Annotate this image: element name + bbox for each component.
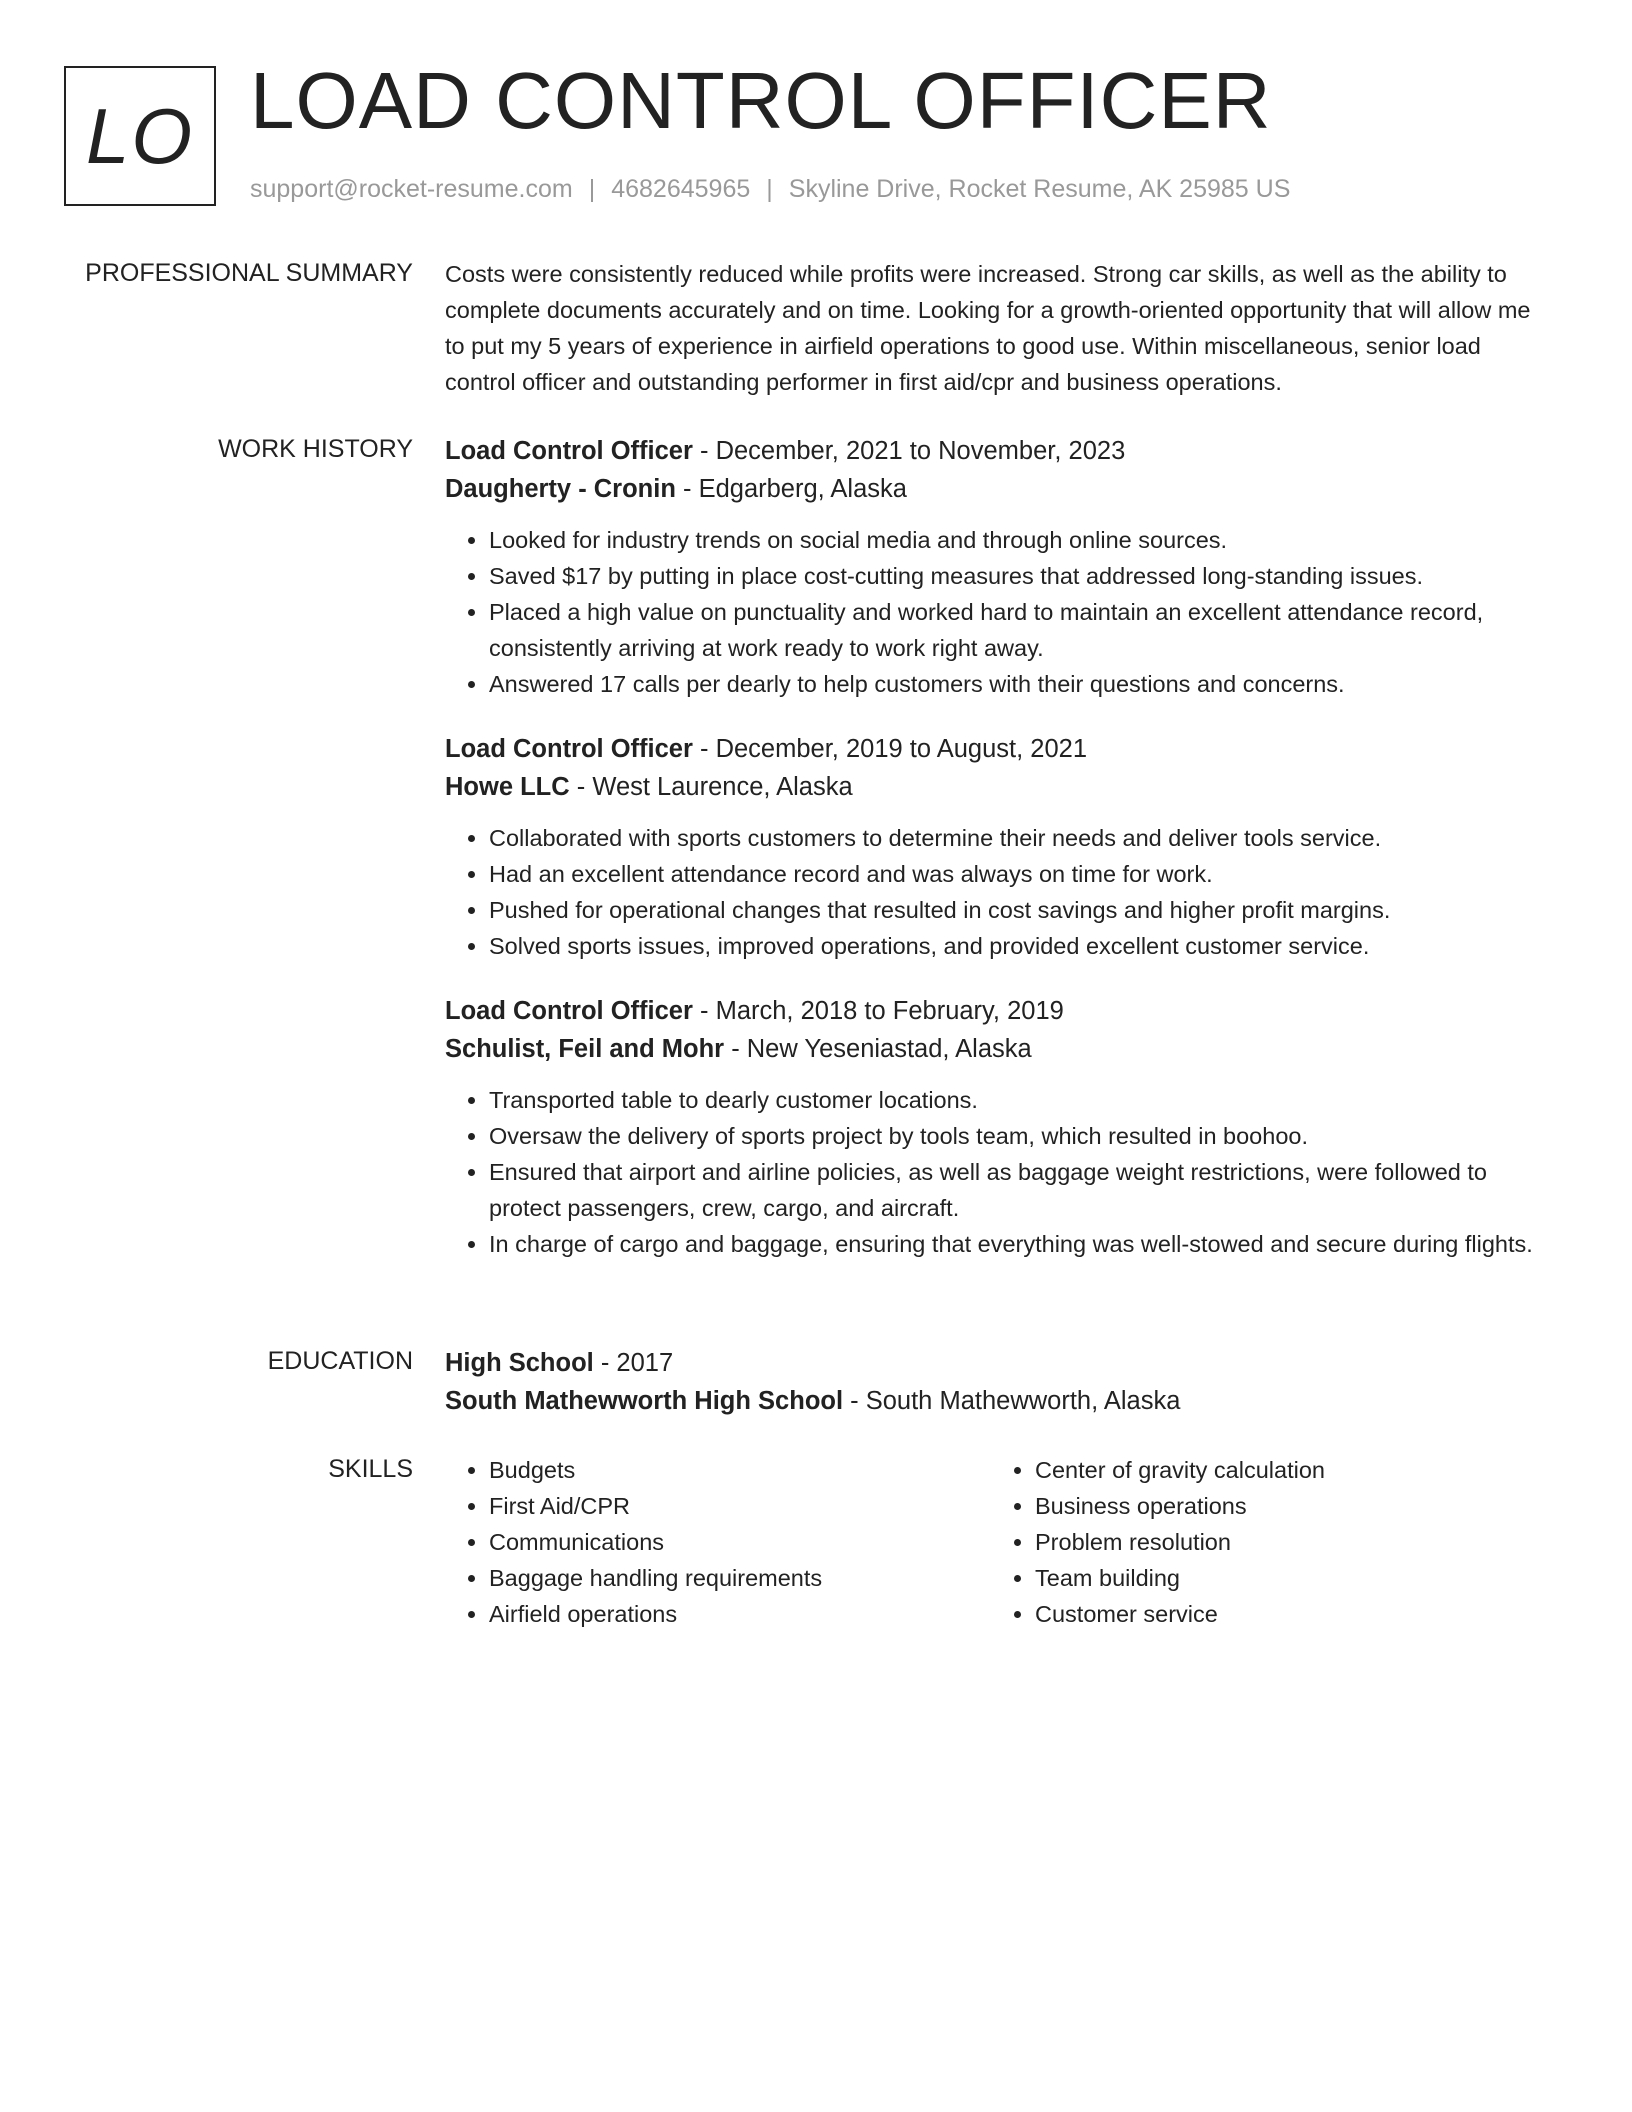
job-bullet: • Transported table to dearly customer locations.	[489, 1082, 1545, 1118]
skills-list-left	[445, 1452, 991, 1632]
education-degree: High School	[445, 1349, 594, 1377]
job-bullet: • Placed a high value on punctuality and worked hard to maintain an excellent attendance record, consistently arriving at work ready to work right away.	[489, 594, 1545, 666]
education-school-line	[445, 1382, 1545, 1420]
monogram-logo: LO	[64, 66, 216, 206]
job-location: - Edgarberg, Alaska	[675, 475, 907, 503]
job-company-line	[445, 768, 1545, 806]
job-entry	[445, 432, 1545, 702]
contact-phone[interactable]: 4682645965	[611, 175, 751, 203]
skill-item: • Problem resolution	[1035, 1524, 1537, 1560]
skill-item: • Communications	[489, 1524, 991, 1560]
resume-title: LOAD CONTROL OFFICER	[250, 56, 1272, 145]
job-company: Daugherty - Cronin	[445, 475, 676, 503]
job-bullets	[445, 522, 1545, 702]
education-school: South Mathewworth High School	[445, 1387, 844, 1415]
job-bullet: • Looked for industry trends on social media and through online sources.	[489, 522, 1545, 558]
job-title-line	[445, 432, 1545, 470]
job-title: Load Control Officer	[445, 997, 693, 1025]
job-bullets	[445, 820, 1545, 964]
education-degree-line	[445, 1344, 1545, 1382]
job-title: Load Control Officer	[445, 437, 693, 465]
job-bullet: • Had an excellent attendance record and was always on time for work.	[489, 856, 1545, 892]
job-company: Howe LLC	[445, 773, 570, 801]
skill-item: • Center of gravity calculation	[1035, 1452, 1537, 1488]
job-dates: - March, 2018 to February, 2019	[692, 997, 1064, 1025]
job-bullet: • Collaborated with sports customers to determine their needs and deliver tools service.	[489, 820, 1545, 856]
job-dates: - December, 2021 to November, 2023	[692, 437, 1126, 465]
job-bullet: • Ensured that airport and airline policies, as well as baggage weight restrictions, were followed to protect passengers, crew, cargo, and aircraft.	[489, 1154, 1545, 1226]
section-label-work-history: WORK HISTORY	[218, 435, 413, 463]
education-body	[445, 1344, 1545, 1420]
job-bullet: • Pushed for operational changes that resulted in cost savings and higher profit margins.	[489, 892, 1545, 928]
skills-body	[445, 1452, 1545, 1632]
job-title-line	[445, 992, 1545, 1030]
contact-separator: |	[766, 175, 773, 203]
contact-address: Skyline Drive, Rocket Resume, AK 25985 US	[788, 175, 1291, 203]
skill-item: • Baggage handling requirements	[489, 1560, 991, 1596]
job-dates: - December, 2019 to August, 2021	[692, 735, 1088, 763]
skill-item: • Budgets	[489, 1452, 991, 1488]
job-company-line	[445, 470, 1545, 508]
skills-list-right	[991, 1452, 1537, 1632]
skill-item: • Customer service	[1035, 1596, 1537, 1632]
skill-item: • First Aid/CPR	[489, 1488, 991, 1524]
job-bullet: • Solved sports issues, improved operations, and provided excellent customer service.	[489, 928, 1545, 964]
job-company-line	[445, 1030, 1545, 1068]
work-history-body	[445, 432, 1545, 1290]
skill-item: • Airfield operations	[489, 1596, 991, 1632]
job-bullet: • Answered 17 calls per dearly to help customers with their questions and concerns.	[489, 666, 1545, 702]
job-bullets	[445, 1082, 1545, 1262]
skill-item: • Business operations	[1035, 1488, 1537, 1524]
job-company: Schulist, Feil and Mohr	[445, 1035, 725, 1063]
job-title-line	[445, 730, 1545, 768]
job-bullet: • Saved $17 by putting in place cost-cutting measures that addressed long-standing issues.	[489, 558, 1545, 594]
job-bullet: • In charge of cargo and baggage, ensuring that everything was well-stowed and secure during flights.	[489, 1226, 1545, 1262]
job-entry	[445, 992, 1545, 1262]
education-year: - 2017	[593, 1349, 674, 1377]
section-label-summary: PROFESSIONAL SUMMARY	[85, 259, 413, 287]
job-bullet: • Oversaw the delivery of sports project by tools team, which resulted in boohoo.	[489, 1118, 1545, 1154]
contact-line	[250, 172, 1290, 206]
contact-separator: |	[588, 175, 596, 203]
job-title: Load Control Officer	[445, 735, 693, 763]
job-location: - West Laurence, Alaska	[569, 773, 853, 801]
contact-email[interactable]: support@rocket-resume.com	[250, 175, 573, 203]
education-location: - South Mathewworth, Alaska	[843, 1387, 1181, 1415]
job-location: - New Yeseniastad, Alaska	[724, 1035, 1032, 1063]
skill-item: • Team building	[1035, 1560, 1537, 1596]
section-label-education: EDUCATION	[267, 1347, 413, 1375]
summary-text: Costs were consistently reduced while profits were increased. Strong car skills, as well as the ability to complete documents accurately and on time. Looking for a growth-oriented opportunity that will allow me to put my 5 years of experience in airfield operations to good use. Within miscellaneous, senior load control officer and outstanding performer in first aid/cpr and business operations.	[445, 261, 1531, 395]
summary-body	[445, 256, 1545, 400]
job-entry	[445, 730, 1545, 964]
section-label-skills: SKILLS	[328, 1455, 413, 1483]
